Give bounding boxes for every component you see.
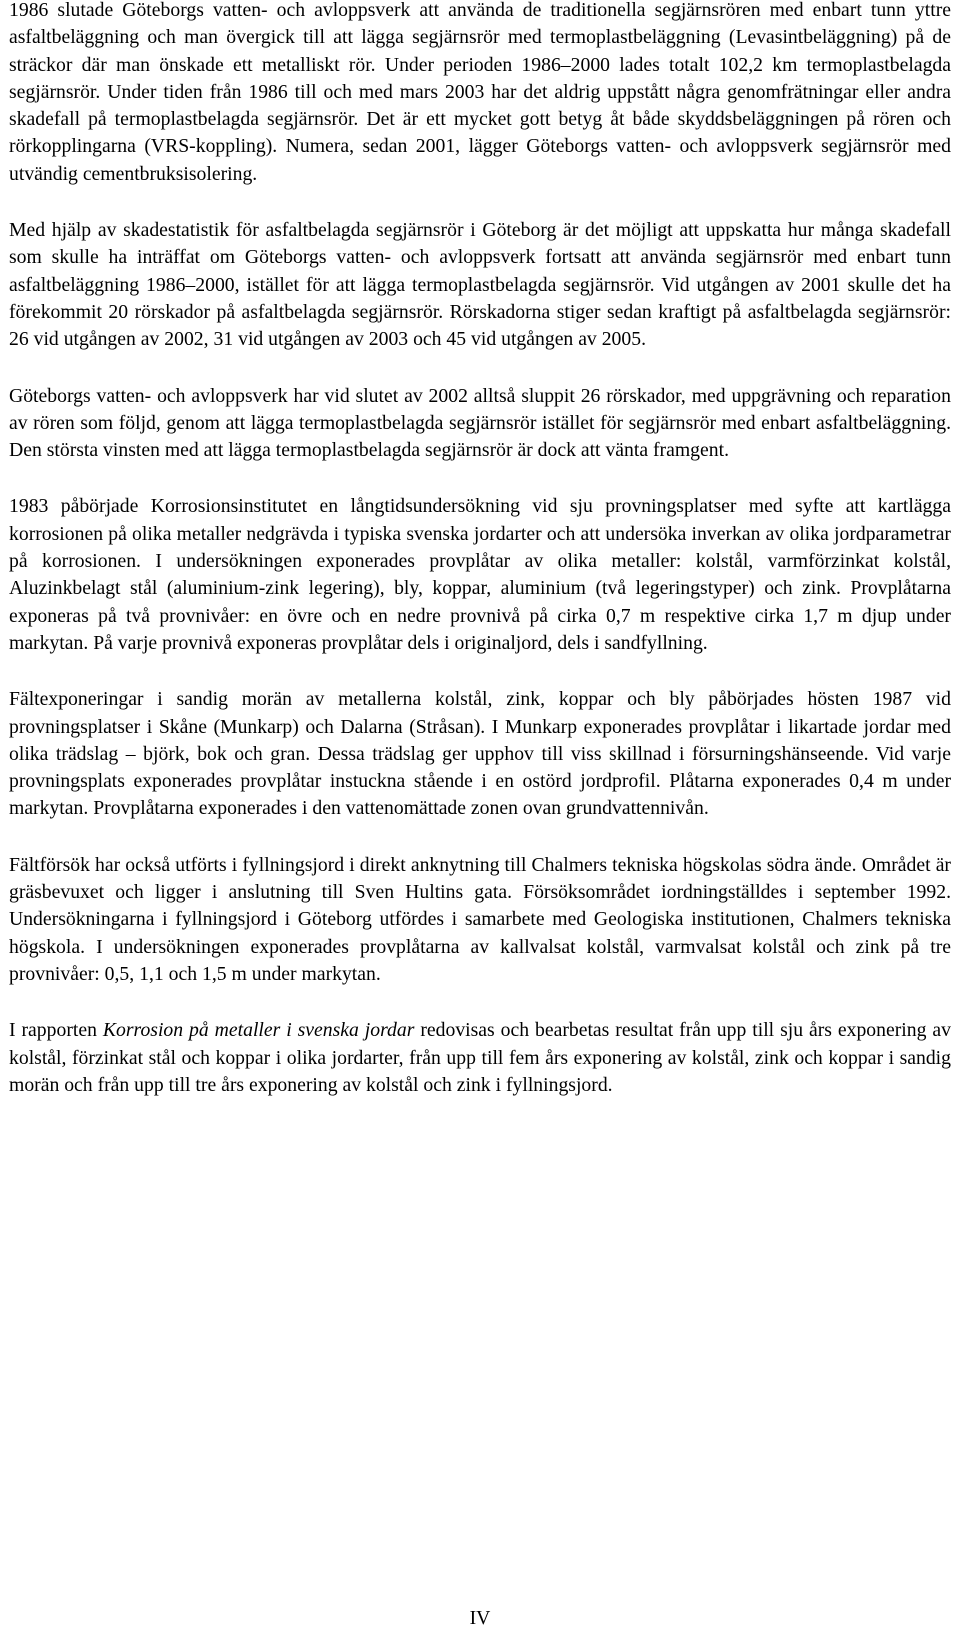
page-number: IV — [469, 1607, 491, 1629]
paragraph-6 — [9, 852, 951, 988]
document-body — [9, 0, 951, 1128]
paragraph-1 — [9, 0, 951, 188]
paragraph-1-text: 1986 slutade Göteborgs vatten- och avloppsverk att använda de traditionella segjärnsrören med enbart tunn yttre asfaltbeläggning och man övergick till att lägga segjärnsrör med termoplastbeläggning (Levasintbeläggning) på de sträckor där man önskade ett metalliskt rör. Under perioden 1986–2000 lades totalt 102,2 km termoplastbelagda segjärnsrör. Under tiden från 1986 till och med mars 2003 har det aldrig uppstått några genomfrätningar eller andra skadefall på termoplastbelagda segjärnsrör. Det är ett mycket gott betyg åt både skyddsbeläggningen på rören och rörkopplingarna (VRS-koppling). Numera, sedan 2001, lägger Göteborgs vatten- och avloppsverk segjärnsrör med utvändig cementbruksisolering. — [9, 0, 951, 185]
paragraph-6-text: Fältförsök har också utförts i fyllningsjord i direkt anknytning till Chalmers tekniska högskolas södra ände. Området är gräsbevuxet och ligger i anslutning till Sven Hultins gata. Försöksområdet iordningställdes i september 1992. Undersökningarna i fyllningsjord i Göteborg utfördes i samarbete med Geologiska institutionen, Chalmers tekniska högskola. I undersökningen exponerades provplåtarna av kallvalsat kolstål, varmvalsat kolstål och zink på tre provnivåer: 0,5, 1,1 och 1,5 m under markytan. — [9, 853, 951, 985]
paragraph-7-text-before: I rapporten — [9, 1019, 103, 1042]
paragraph-5 — [9, 686, 951, 822]
paragraph-3 — [9, 383, 951, 465]
paragraph-4-text: 1983 påbörjade Korrosionsinstitutet en långtidsundersökning vid sju provningsplatser med syfte att kartlägga korrosionen på olika metaller nedgrävda i typiska svenska jordarter och att undersöka inverkan av olika jordparametrar på korrosionen. I undersökningen exponerades provplåtar av olika metaller: kolstål, varmförzinkat kolstål, Aluzinkbelagt stål (aluminium-zink legering), bly, koppar, aluminium (två legeringstyper) och zink. Provplåtarna exponeras på två provnivåer: en övre och en nedre provnivå på cirka 0,7 m respektive cirka 1,7 m djup under markytan. På varje provnivå exponeras provplåtar dels i originaljord, dels i sandfyllning. — [9, 495, 951, 654]
paragraph-3-text: Göteborgs vatten- och avloppsverk har vid slutet av 2002 alltså sluppit 26 rörskador, med uppgrävning och reparation av rören som följd, genom att lägga termoplastbelagda segjärnsrör istället för segjärnsrör med enbart asfaltbeläggning. Den största vinsten med att lägga termoplastbelagda segjärnsrör är dock att vänta framgent. — [9, 384, 951, 462]
report-title: Korrosion på metaller i svenska jordar — [102, 1019, 415, 1042]
paragraph-2-text: Med hjälp av skadestatistik för asfaltbelagda segjärnsrör i Göteborg är det möjligt att uppskatta hur många skadefall som skulle ha inträffat om Göteborgs vatten- och avloppsverk fortsatt att använda segjärnsrör med enbart tunn asfaltbeläggning 1986–2000, istället för att lägga termoplastbelagda segjärnsrör. Vid utgången av 2001 skulle det ha förekommit 20 rörskador på asfaltbelagda segjärnsrör. Rörskadorna stiger sedan kraftigt på asfaltbelagda segjärnsrör: 26 vid utgången av 2002, 31 vid utgången av 2003 och 45 vid utgången av 2005. — [9, 219, 951, 351]
paragraph-2 — [9, 217, 951, 353]
paragraph-7 — [9, 1017, 951, 1099]
paragraph-7-text-after: redovisas och bearbetas resultat från upp till sju års exponering av kolstål, förzinkat stål och koppar i olika jordarter, från upp till fem års exponering av kolstål, zink och koppar i sandig morän och från upp till tre års exponering av kolstål och zink i fyllningsjord. — [9, 1019, 951, 1096]
paragraph-4 — [9, 493, 951, 657]
paragraph-5-text: Fältexponeringar i sandig morän av metallerna kolstål, zink, koppar och bly påbörjades hösten 1987 vid provningsplatser i Skåne (Munkarp) och Dalarna (Stråsan). I Munkarp exponerades provplåtar i likartade jordar med olika trädslag – björk, bok och gran. Dessa trädslag ger upphov till viss skillnad i försurningshänseende. Vid varje provningsplats exponerades provplåtar instuckna stående i en ostörd jordprofil. Plåtarna exponerades 0,4 m under markytan. Provplåtarna exponerades i den vattenomättade zonen ovan grundvattennivån. — [9, 688, 951, 820]
